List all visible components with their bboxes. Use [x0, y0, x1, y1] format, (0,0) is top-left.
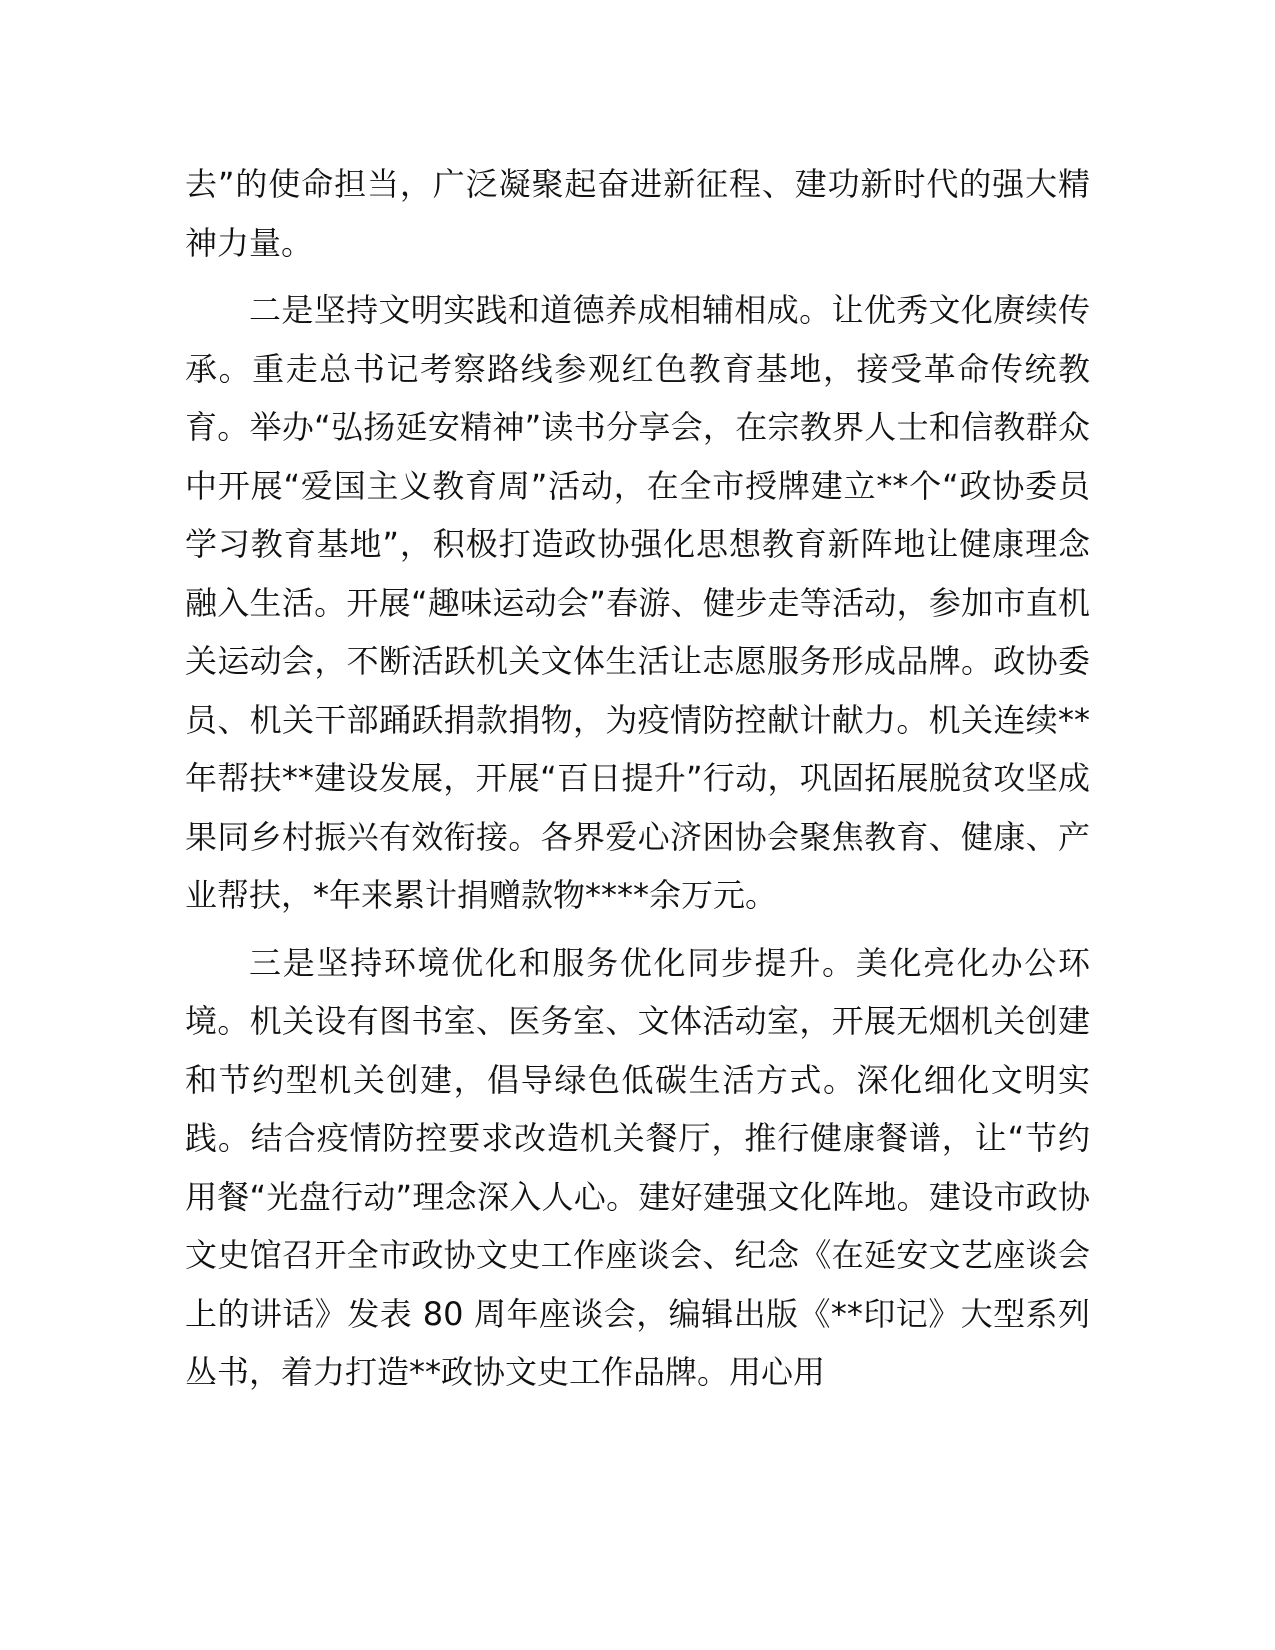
paragraph-continuation: 去”的使命担当，广泛凝聚起奋进新征程、建功新时代的强大精神力量。 [185, 165, 1090, 262]
paragraph-civilization-practice: 二是坚持文明实践和道德养成相辅相成。让优秀文化赓续传承。重走总书记考察路线参观红色教育基地，接受革命传统教育。举办“弘扬延安精神”读书分享会，在宗教界人士和信教群众中开展“爱国主义教育周”活动，在全市授牌建立**个“政协委员学习教育基地”，积极打造政协强化思想教育新阵地让健康理念融入生活。开展“趣味运动会”春游、健步走等活动，参加市直机关运动会，不断活跃机关文体生活让志愿服务形成品牌。政协委员、机关干部踊跃捐款捐物，为疫情防控献计献力。机关连续**年帮扶**建设发展，开展“百日提升”行动，巩固拓展脱贫攻坚成果同乡村振兴有效衔接。各界爱心济困协会聚焦教育、健康、产业帮扶，*年来累计捐赠款物****余万元。 [185, 291, 1090, 914]
paragraph-environment-optimization: 三是坚持环境优化和服务优化同步提升。美化亮化办公环境。机关设有图书室、医务室、文体活动室，开展无烟机关创建和节约型机关创建，倡导绿色低碳生活方式。深化细化文明实践。结合疫情防控要求改造机关餐厅，推行健康餐谱，让“节约用餐“光盘行动”理念深入人心。建好建强文化阵地。建设市政协文史馆召开全市政协文史工作座谈会、纪念《在延安文艺座谈会上的讲话》发表 80 周年座谈会，编辑出版《**印记》大型系列丛书，着力打造**政协文史工作品牌。用心用 [185, 943, 1090, 1391]
document-body [185, 155, 1090, 1411]
